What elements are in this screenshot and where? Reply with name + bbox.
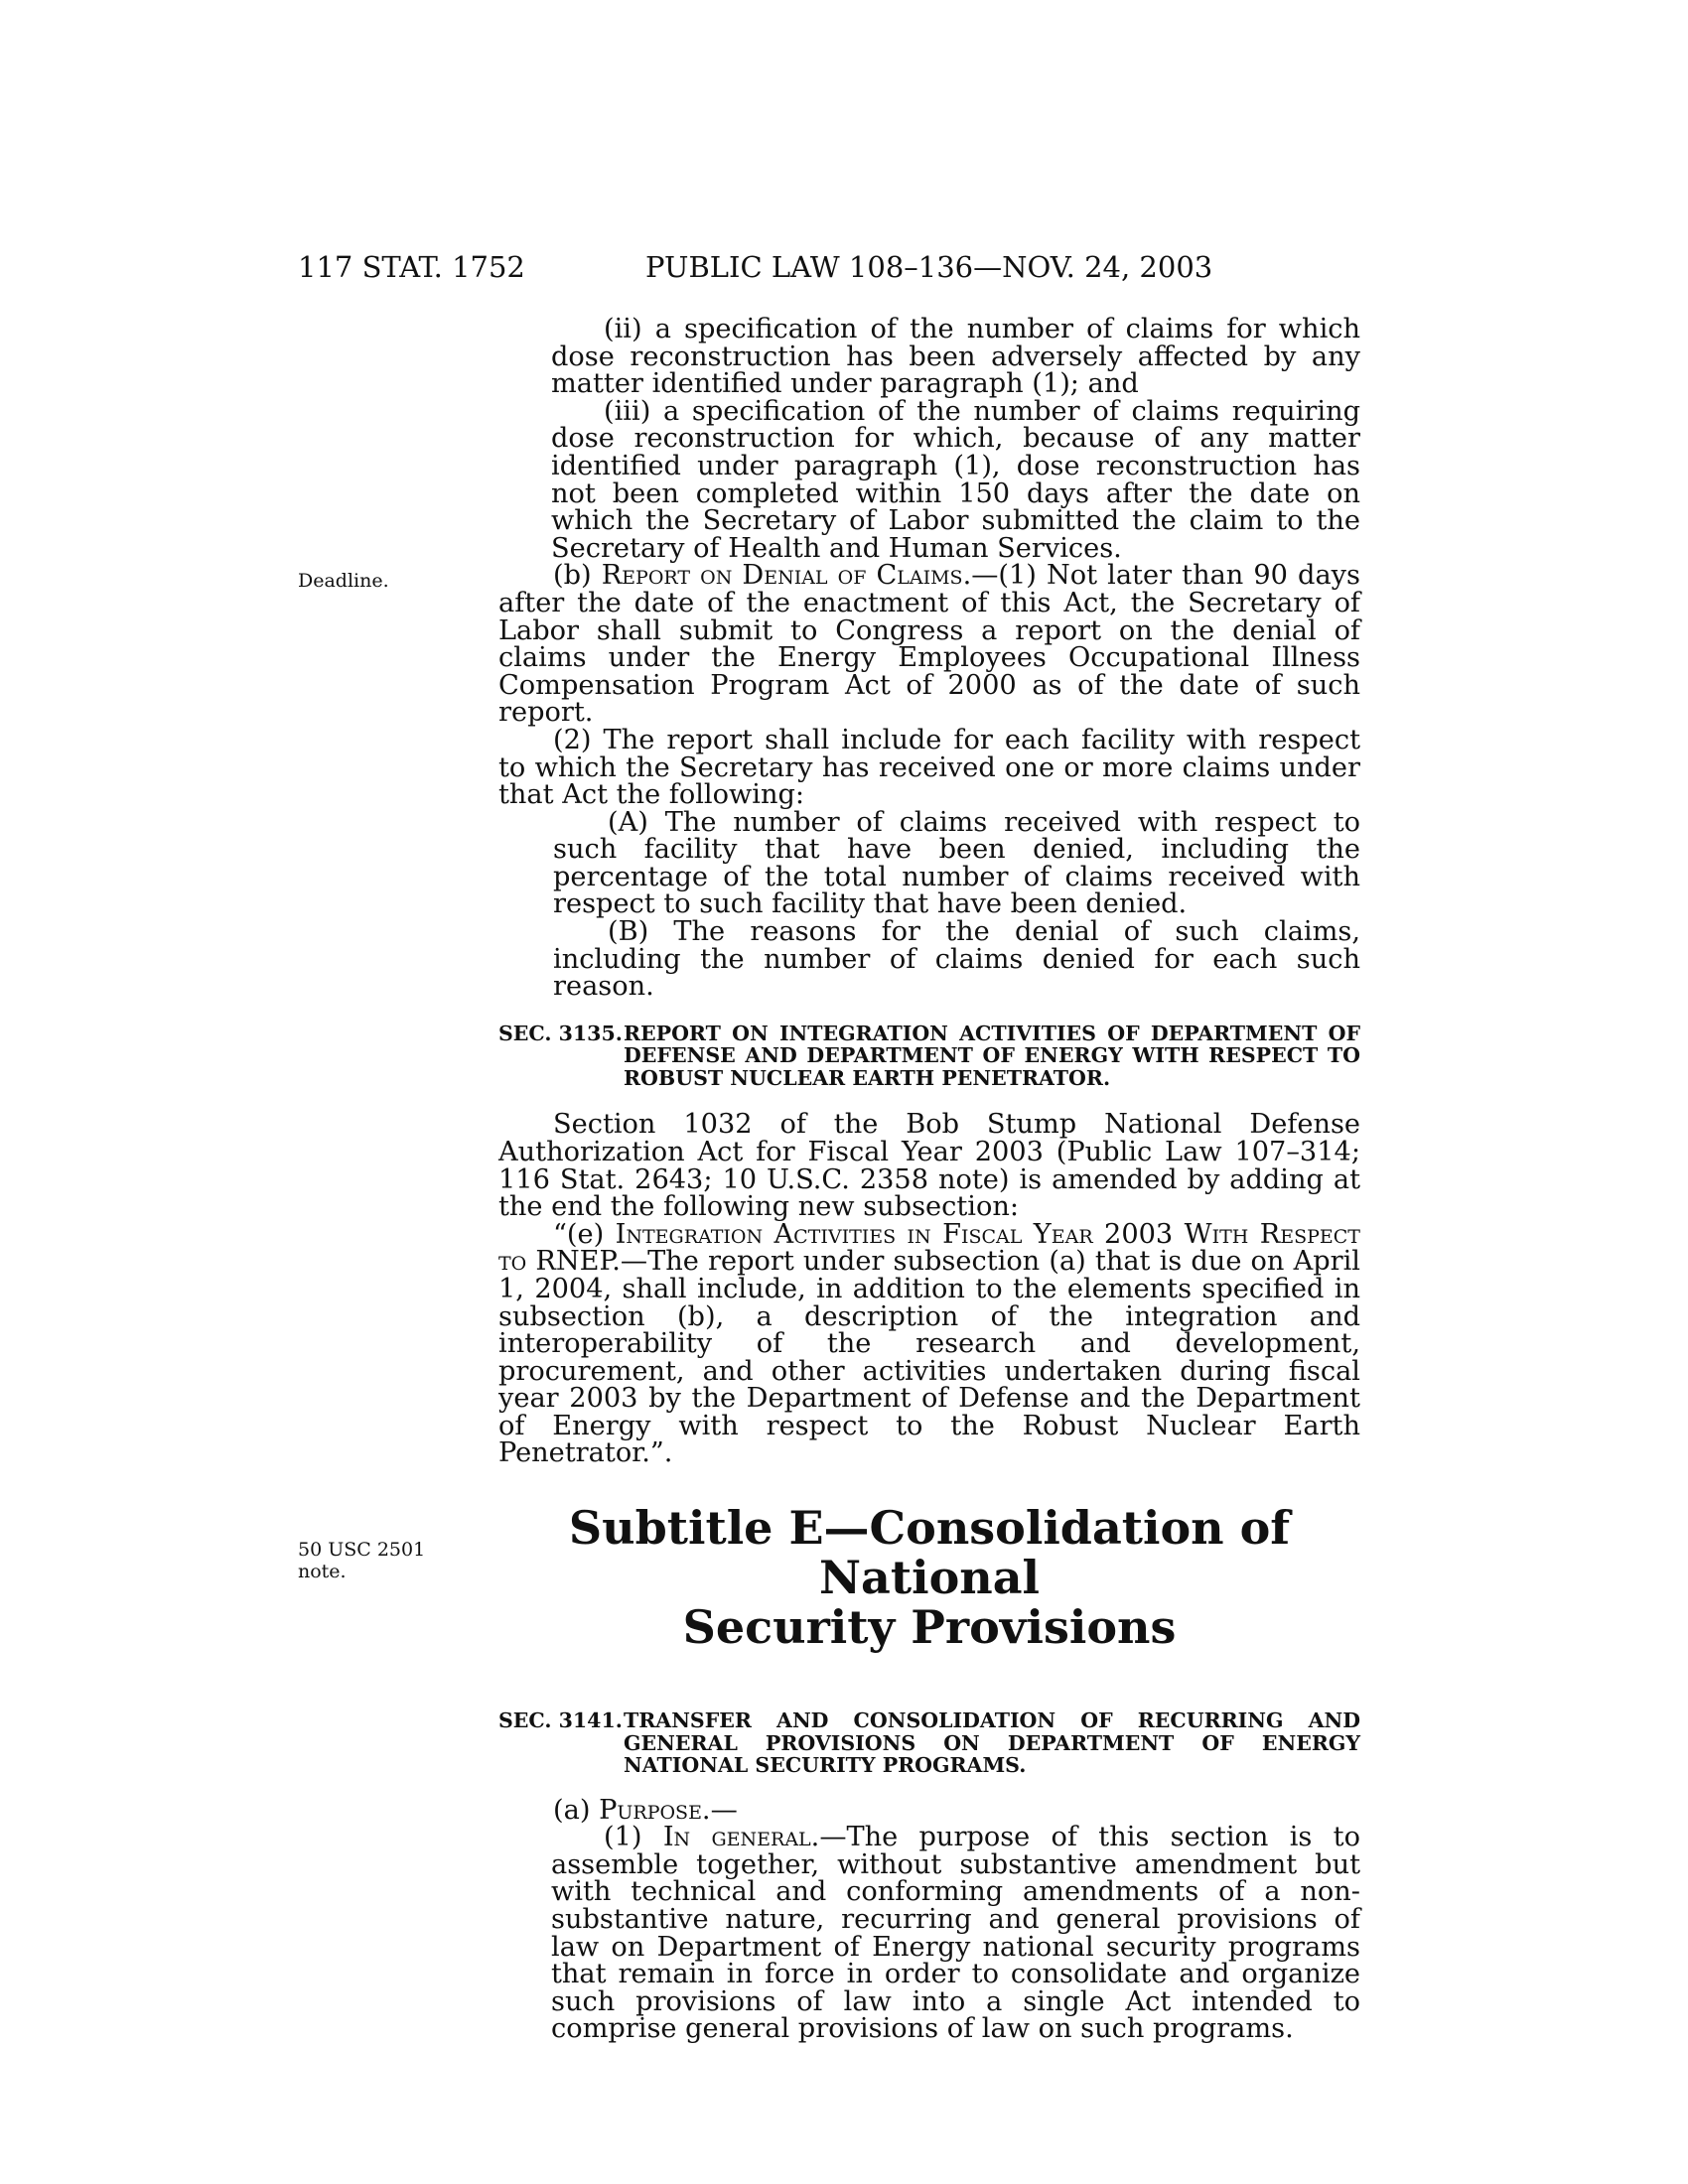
subsection-b-heading: Report on Denial of Claims. [601,560,972,592]
margin-note-usc-line1: 50 USC 2501 [298,1539,426,1561]
subsection-a-heading: Purpose. [599,1794,711,1826]
subsection-e-text: —The report under subsection (a) that is due on April 1, 2004, shall include, in addition to the elements specified in subsection (b), a description of the integration and interoperability of the research and development, procurement, and other activities undertaken during fiscal year 2003 by the Department of Defense and the Department of Energy with respect to the Robust Nuclear Earth Penetrator.”. [498,1246,1360,1469]
section-3135-title: REPORT ON INTEGRATION ACTIVITIES OF DEPARTMENT OF DEFENSE AND DEPARTMENT OF ENERGY WITH RESPECT TO ROBUST NUCLEAR EARTH PENETRATOR. [624,1021,1360,1090]
paragraph-a1-prefix: (1) [604,1822,663,1853]
paragraph-a1 [498,1824,1360,2043]
section-3141-heading [498,1709,1360,1777]
margin-note-deadline: Deadline. [298,570,389,592]
subsection-e [498,1218,1360,1469]
subsection-a-prefix: (a) [553,1794,600,1826]
paragraph-2: (2) The report shall include for each facility with respect to which the Secretary has received one or more claims under that Act the following: [498,724,1360,811]
margin-note-usc [298,1539,425,1582]
subsection-e-prefix: “(e) [553,1218,616,1250]
section-3141-title: TRANSFER AND CONSOLIDATION OF RECURRING AND GENERAL PROVISIONS ON DEPARTMENT OF ENERGY NATIONAL SECURITY PROGRAMS. [624,1708,1360,1778]
subtitle-line-2: Security Provisions [682,1600,1177,1655]
clause-iii: (iii) a specification of the number of claims requiring dose reconstruction for which, because of any matter identified under paragraph (1), dose reconstruction has not been completed within 150 days after the date on which the Secretary of Labor submitted the claim to the Secretary of Health and Human Services. [551,395,1360,564]
subsection-b [498,562,1360,727]
subsection-a [498,1794,1360,1826]
clause-ii: (ii) a specification of the number of claims for which dose reconstruction has been adversely affected by any matter identified under paragraph (1); and [551,314,1360,400]
section-3141-number: SEC. 3141. [498,1708,623,1733]
section-3135-number: SEC. 3135. [498,1021,623,1045]
subtitle-line-1: Subtitle E—Consolidation of National [568,1501,1291,1605]
public-law-line: PUBLIC LAW 108–136—NOV. 24, 2003 [645,250,1213,284]
section-3135-text: Section 1032 of the Bob Stump National Defense Authorization Act for Fiscal Year 2003 (Public Law 107–314; 116 Stat. 2643; 10 U.S.C. 2358 note) is amended by adding at the end the following new subsection: [498,1109,1360,1223]
paragraph-a1-text: —The purpose of this section is to assemble together, without substantive amendment but with technical and conforming amendments of a non-substantive nature, recurring and general provisions of law on Department of Energy national security programs that remain in force in order to consolidate and organize such provisions of law into a single Act intended to comprise general provisions of law on such programs. [551,1822,1360,2045]
margin-note-usc-line2: note. [298,1561,347,1582]
subsection-b-prefix: (b) [553,560,602,592]
stat-page-number: 117 STAT. 1752 [298,250,525,284]
subsection-e-heading: Integration Activities in Fiscal Year 2003 With Respect to RNEP. [498,1218,1360,1278]
subtitle-heading [498,1501,1360,1655]
subsection-b-text: —(1) Not later than 90 days after the date of the enactment of this Act, the Secretary of Labor shall submit to Congress a report on the denial of claims under the Energy Employees Occupational Illness Compensation Program Act of 2000 as of the date of such report. [498,560,1360,729]
subsection-a-dash: — [710,1794,738,1826]
clause-A: (A) The number of claims received with respect to such facility that have been denied, including the percentage of the total number of claims received with respect to such facility that have been denied. [553,806,1360,920]
clause-B: (B) The reasons for the denial of such claims, including the number of claims denied for each such reason. [553,916,1360,1003]
section-3135-heading [498,1023,1360,1090]
page-body [498,316,1360,2043]
paragraph-a1-heading: In general. [662,1822,820,1853]
